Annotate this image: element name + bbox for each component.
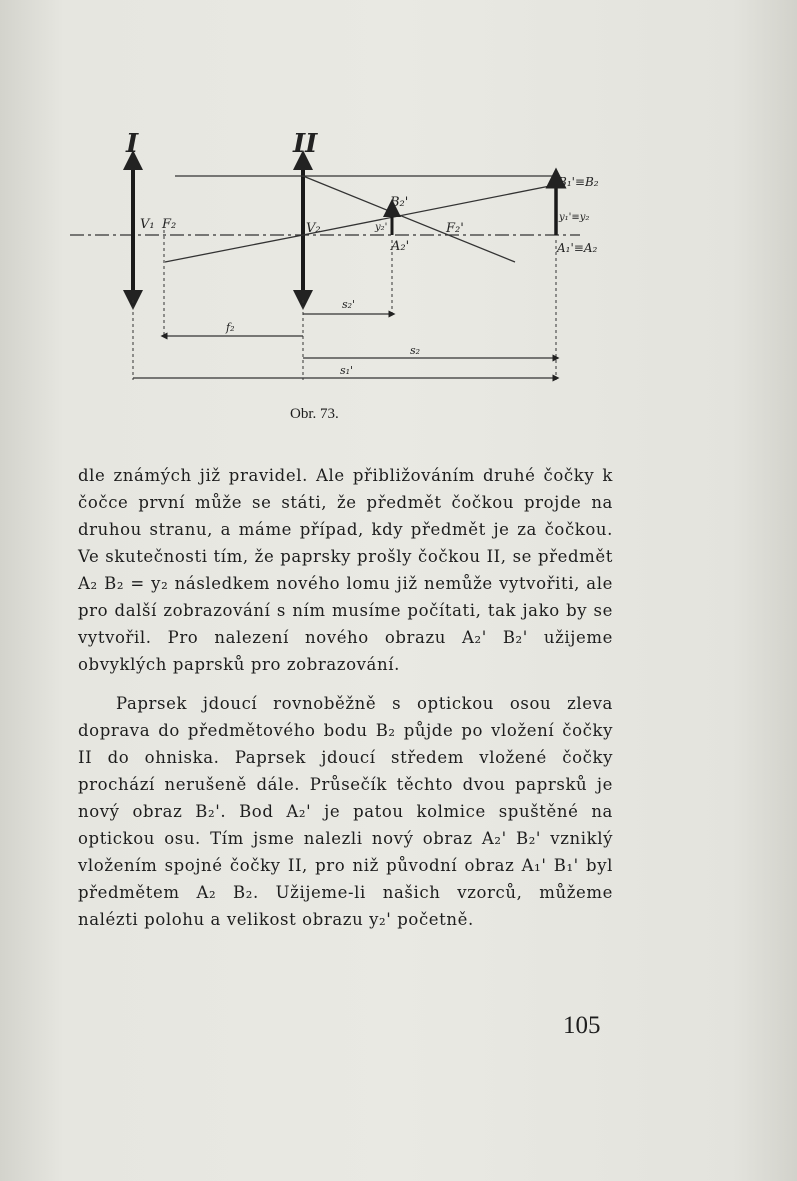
ray-left — [165, 235, 303, 262]
label-f2: F₂ — [162, 217, 177, 232]
label-f2-dim: f₂ — [226, 321, 235, 334]
label-s1: s₁' — [340, 364, 354, 377]
page-number: 105 — [563, 1012, 601, 1039]
paragraph-1: dle známých již pravidel. Ale přibližováním druhé čočky k čočce první může se státi, že předmět čočkou projde na druhou stranu, a máme případ, kdy předmět je za čočkou. Ve skutečnosti tím, že paprsky prošly čočkou II, se předmět A₂ B₂ = y₂ následkem nového lomu již nemůže vytvořiti, ale pro další zobrazování s ním musíme počítati, tak jako by se vytvořil. Pro nalezení nového obrazu A₂' B₂' užijeme obvyklých paprsků pro zobrazování. — [78, 466, 613, 674]
label-s2prime: s₂' — [342, 298, 356, 311]
label-a2prime: A₂' — [391, 239, 410, 254]
label-b2prime: B₂' — [390, 195, 409, 210]
label-v2: V₂ — [306, 221, 321, 236]
lens-diagram — [60, 110, 620, 410]
paragraph-2: Paprsek jdoucí rovnoběžně s optickou osou zleva doprava do předmětového bodu B₂ půjde po vložení čočky II do ohniska. Paprsek jdoucí středem vložené čočky prochází nerušeně dále. Průsečík těchto dvou paprsků je nový obraz B₂'. Bod A₂' je patou kolmice spuštěné na optickou osu. Tím jsme nalezli nový obraz A₂' B₂' vzniklý vložením spojné čočky II, pro niž původní obraz A₁' B₁' byl předmětem A₂ B₂. Užijeme-li našich vzorců, můžeme nalézti polohu a velikost obrazu y₂' početně. — [78, 694, 613, 929]
label-a1: A₁'≡A₂ — [557, 241, 598, 255]
label-b1: B₁'≡B₂ — [558, 175, 599, 189]
label-s2: s₂ — [410, 344, 421, 357]
label-v1: V₁ — [140, 217, 155, 232]
body-text — [78, 462, 613, 933]
label-y1: y₁'≡y₂ — [559, 212, 590, 223]
figure-caption: Obr. 73. — [290, 406, 339, 422]
label-y2prime: y₂' — [375, 222, 388, 233]
label-lens-2: II — [293, 129, 318, 159]
label-lens-1: I — [126, 129, 139, 159]
label-f2prime: F₂' — [446, 221, 464, 236]
